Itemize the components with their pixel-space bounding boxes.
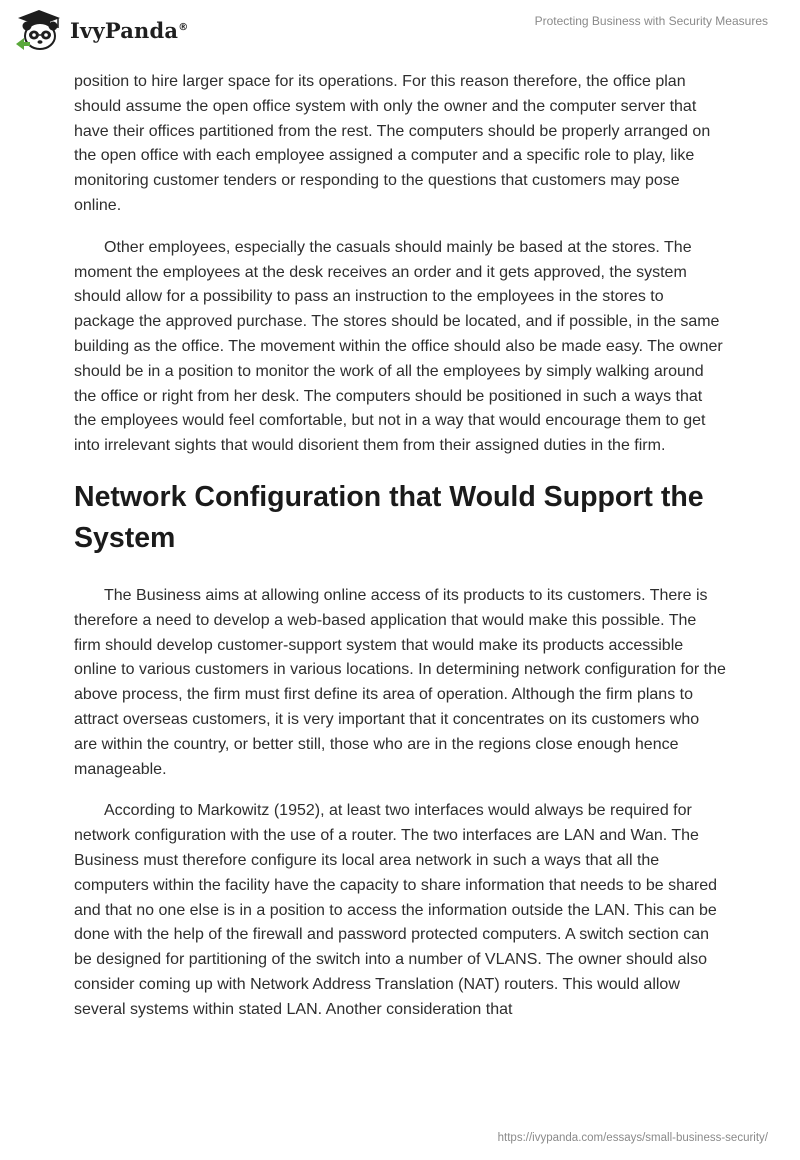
paragraph: The Business aims at allowing online access of its products to its customers. There is therefore a need to develop a web-based application that would make this possible. The firm should develop customer-support system that would make its products accessible online to various customers in various locations. In determining network configuration for the above process, the firm must first define its area of operation. Although the firm plans to attract overseas customers, it is very important that it concentrates on its customers who are within the country, or better still, those who are in the regions close enough hence manageable. [74, 586, 726, 778]
paragraph: Other employees, especially the casuals should mainly be based at the stores. The moment the employees at the desk receives an order and it gets approved, the system should allow for a possibility to pass an instruction to the employees in the stores to package the approved purchase. The stores should be located, and if possible, in the same building as the office. The movement within the office should also be made easy. The owner should be in a position to monitor the work of all the employees by simply walking around the office or right from her desk. The computers should be positioned in such a ways that the employees would feel comfortable, but not in a way that would encourage them to get into irrelevant sights that would disorient them from their assigned duties in the firm. [74, 238, 723, 455]
panda-logo-icon [14, 8, 64, 52]
brand-name: IvyPanda® [70, 17, 189, 43]
section-heading: Network Configuration that Would Support the System [74, 480, 704, 554]
paragraph: position to hire larger space for its operations. For this reason therefore, the office plan should assume the open office system with only the owner and the computer server that have their offices partitioned from the rest. The computers should be properly arranged on the open office with each employee assigned a computer and a specific role to play, like monitoring customer tenders or responding to the questions that customers may pose online. [74, 73, 711, 214]
brand-logo[interactable] [14, 8, 188, 52]
document-title: Protecting Business with Security Measures [534, 14, 768, 28]
source-url[interactable]: https://ivypanda.com/essays/small-business-security/ [497, 1132, 768, 1144]
paragraph: According to Markowitz (1952), at least two interfaces would always be required for network configuration with the use of a router. The two interfaces are LAN and Wan. The Business must therefore configure its local area network in such a ways that all the computers within the facility have the capacity to share information that needs to be shared and that no one else is in a position to access the information outside the LAN. This can be done with the help of the firewall and password protected computers. A switch section can be designed for partitioning of the switch into a number of VLANS. The owner should also consider coming up with Network Address Translation (NAT) routers. This would allow several systems within stated LAN. Another consideration that [74, 802, 718, 1018]
article-body [74, 70, 726, 1040]
registered-mark: ® [178, 21, 189, 33]
page-header [0, 0, 800, 70]
